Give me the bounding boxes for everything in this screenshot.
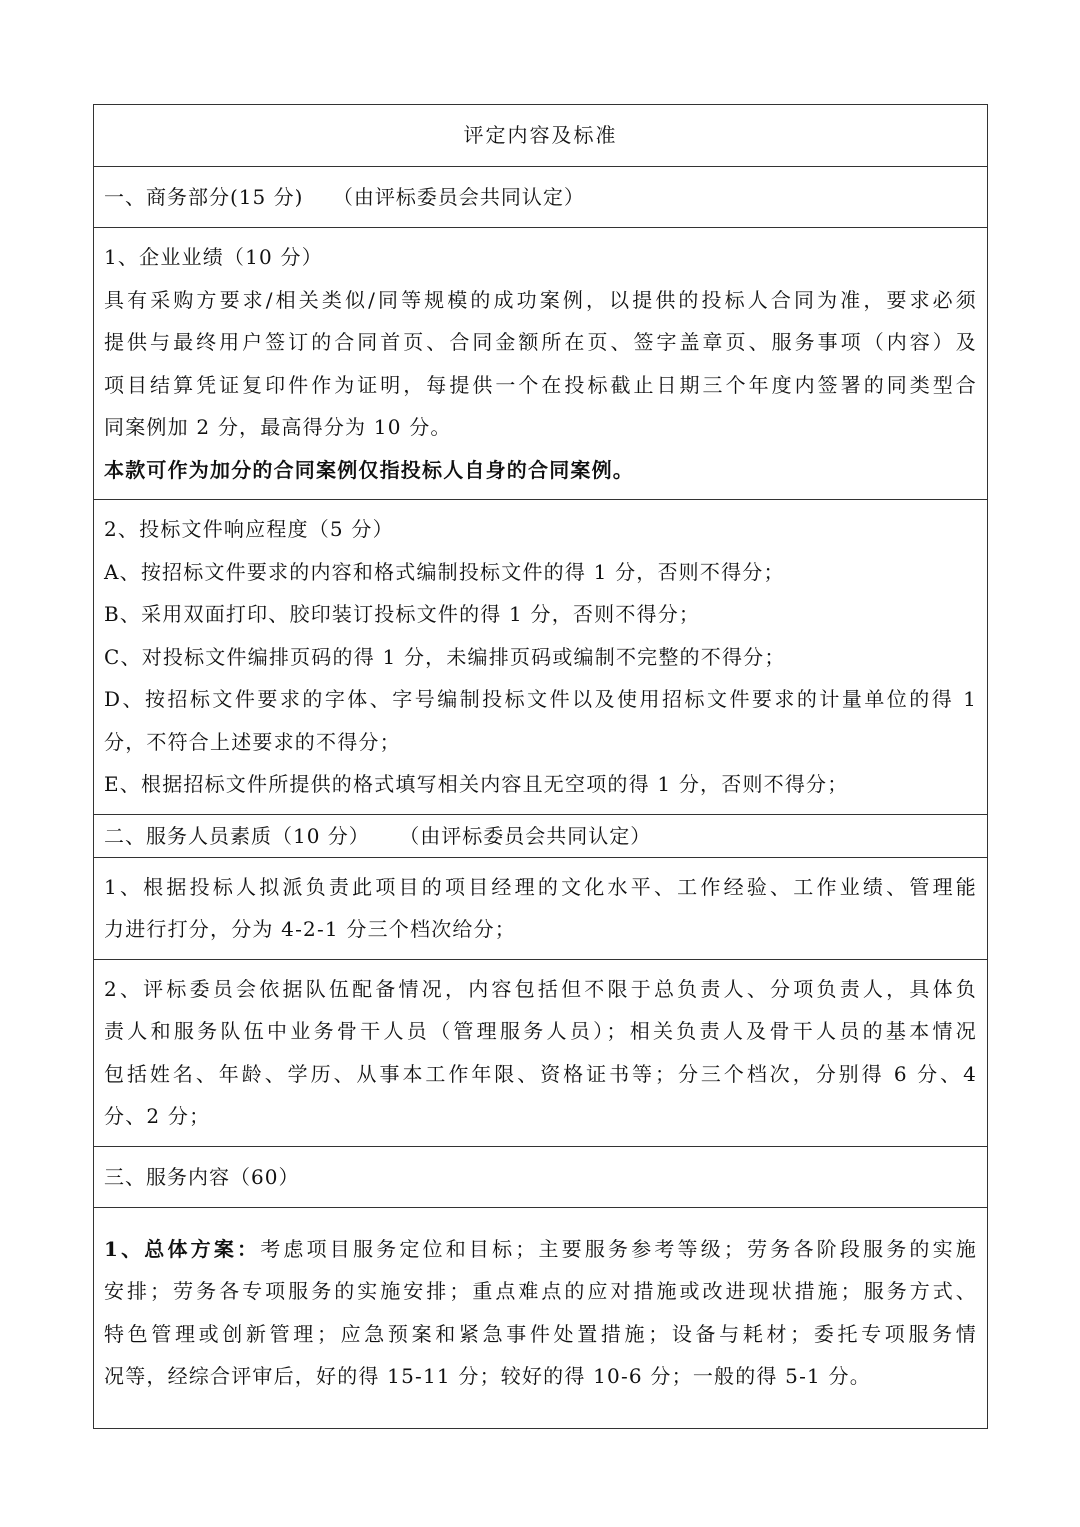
item-team-staffing	[94, 959, 988, 1146]
text-line: 1、根据投标人拟派负责此项目的项目经理的文化水平、工作经验、工作业绩、管理能	[104, 874, 977, 899]
text-line: A、按招标文件要求的内容和格式编制投标文件的得 1 分，否则不得分；	[104, 559, 785, 584]
text-line: 责人和服务队伍中业务骨干人员（管理服务人员）；相关负责人及骨干人员的基本情况	[104, 1019, 977, 1043]
section-heading-personnel: 二、服务人员素质（10 分） （由评标委员会共同认定）	[94, 814, 988, 857]
text-line	[104, 1228, 977, 1271]
text-line: 具有采购方要求/相关类似/同等规模的成功案例，以提供的投标人合同为准，要求必须	[104, 287, 977, 312]
text-line: 况等，经综合评审后，好的得 15-11 分；较好的得 10-6 分；一般的得 5-1 分。	[104, 1364, 871, 1388]
text-line: D、按招标文件要求的字体、字号编制投标文件以及使用招标文件要求的计量单位的得 1	[104, 687, 977, 711]
scoring-criteria-table	[93, 104, 988, 1429]
item-overall-plan	[94, 1207, 988, 1428]
table-title: 评定内容及标准	[94, 105, 988, 167]
text-line: 力进行打分，分为 4-2-1 分三个档次给分；	[104, 917, 517, 941]
section-heading-service-content: 三、服务内容（60）	[94, 1146, 988, 1207]
text-line: 安排；劳务各专项服务的实施安排；重点难点的应对措施或改进现状措施；服务方式、	[104, 1279, 977, 1303]
text-line: 包括姓名、年龄、学历、从事本工作年限、资格证书等；分三个档次，分别得 6 分、4	[104, 1061, 977, 1086]
item-bid-response	[94, 500, 988, 815]
text-line: C、对投标文件编排页码的得 1 分，未编排页码或编制不完整的不得分；	[104, 644, 786, 669]
text-line: 提供与最终用户签订的合同首页、合同金额所在页、签字盖章页、服务事项（内容）及	[104, 330, 977, 354]
item-heading: 2、投标文件响应程度（5 分）	[104, 517, 394, 541]
section-heading-business: 一、商务部分(15 分) （由评标委员会共同认定）	[94, 167, 988, 228]
item-company-performance	[94, 228, 988, 500]
text-line: 2、评标委员会依据队伍配备情况，内容包括但不限于总负责人、分项负责人，具体负	[104, 976, 977, 1001]
bold-note: 本款可作为加分的合同案例仅指投标人自身的合同案例。	[104, 457, 634, 482]
text-line: 分，不符合上述要求的不得分；	[104, 729, 401, 754]
item-project-manager	[94, 857, 988, 959]
text-fragment: 考虑项目服务定位和目标；主要服务参考等级；劳务各阶段服务的实施	[260, 1236, 977, 1261]
text-line: 项目结算凭证复印件作为证明，每提供一个在投标截止日期三个年度内签署的同类型合	[104, 372, 977, 397]
text-line: 分、2 分；	[104, 1104, 211, 1128]
text-line: E、根据招标文件所提供的格式填写相关内容且无空项的得 1 分，否则不得分；	[104, 772, 849, 796]
item-label: 1、总体方案：	[104, 1236, 261, 1261]
text-line: 特色管理或创新管理；应急预案和紧急事件处置措施；设备与耗材；委托专项服务情	[104, 1321, 977, 1346]
text-line: B、采用双面打印、胶印装订投标文件的得 1 分，否则不得分；	[104, 602, 701, 626]
item-heading: 1、企业业绩（10 分）	[104, 245, 323, 269]
text-line: 同案例加 2 分，最高得分为 10 分。	[104, 415, 452, 439]
